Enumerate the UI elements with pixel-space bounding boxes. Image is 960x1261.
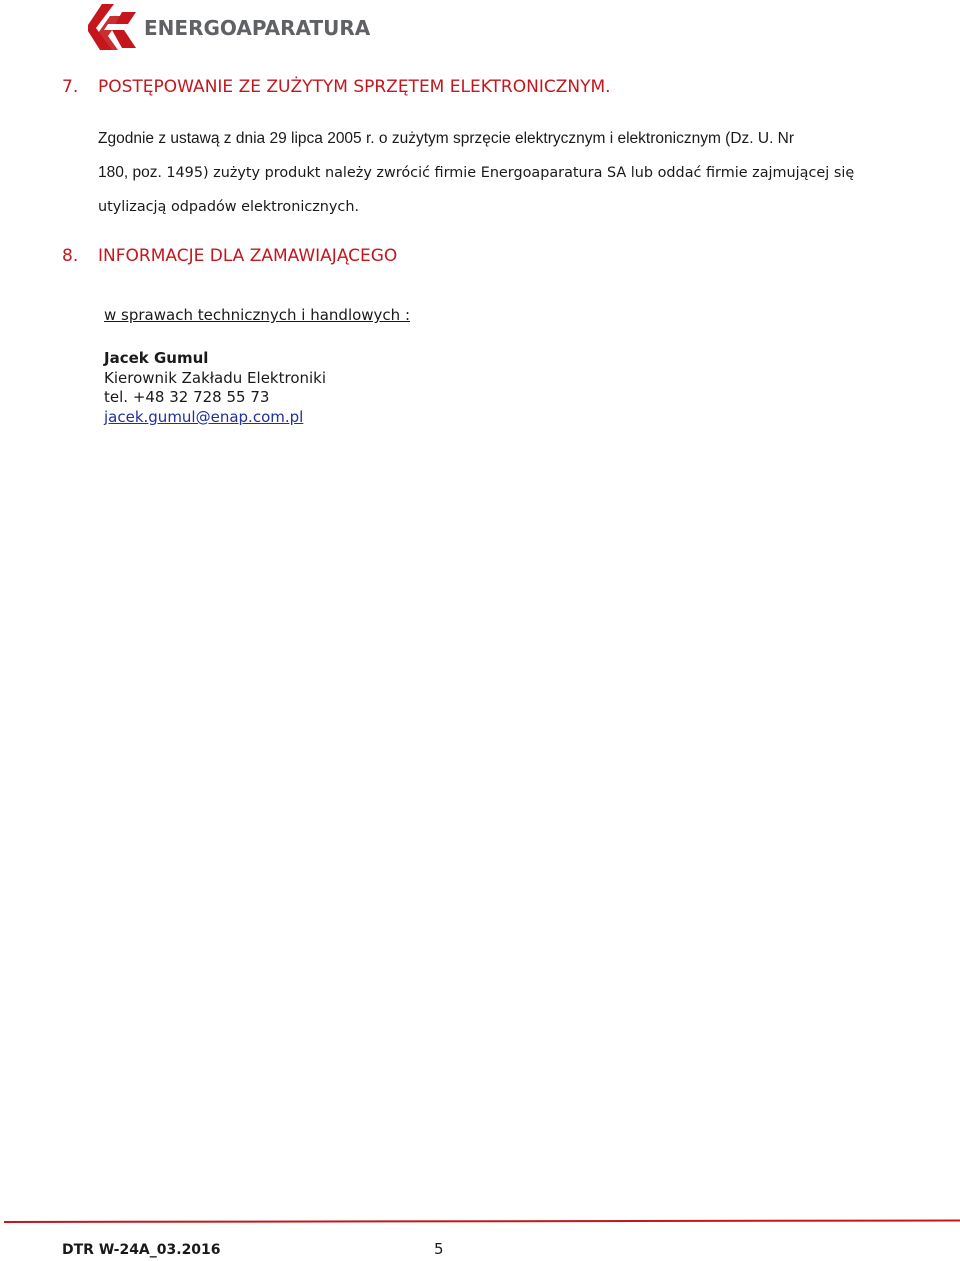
section-7-title: POSTĘPOWANIE ZE ZUŻYTYM SPRZĘTEM ELEKTRONICZNYM. <box>98 77 611 97</box>
contact-role: Kierownik Zakładu Elektroniki <box>104 369 327 387</box>
contact-email-link[interactable]: jacek.gumul@enap.com.pl <box>104 408 304 426</box>
footer-divider <box>4 1219 960 1224</box>
contact-name: Jacek Gumul <box>104 349 209 367</box>
section-7-paragraph <box>98 122 878 224</box>
paragraph-line-2-start: 180, poz. <box>98 164 162 181</box>
section-7-number: 7. <box>62 77 79 97</box>
paragraph-line-1: Zgodnie z ustawą z dnia 29 lipca 2005 r. o zużytym sprzęcie elektrycznym i elektronicznym (Dz. U. Nr <box>98 130 795 147</box>
logo-wordmark: ENERGOAPARATURA <box>144 16 371 40</box>
paragraph-rest: 1495) zużyty produkt należy zwrócić firmie Energoaparatura SA lub oddać firmie zajmującej się utylizacją odpadów elektronicznych. <box>98 165 855 215</box>
section-7-heading <box>62 77 611 97</box>
footer-document-code: DTR W-24A_03.2016 <box>62 1242 221 1258</box>
section-8-heading <box>62 246 397 266</box>
contact-phone: tel. +48 32 728 55 73 <box>104 388 270 406</box>
company-logo <box>88 2 378 52</box>
footer-page-number: 5 <box>434 1240 444 1258</box>
section-8-title: INFORMACJE DLA ZAMAWIAJĄCEGO <box>98 246 398 266</box>
section-8-number: 8. <box>62 246 79 266</box>
contact-intro: w sprawach technicznych i handlowych : <box>104 306 411 324</box>
energoaparatura-logo-icon <box>88 2 140 52</box>
